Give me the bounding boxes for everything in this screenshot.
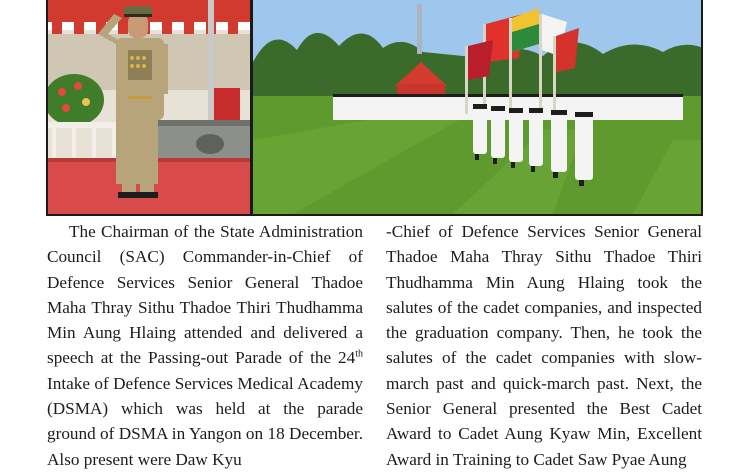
photo-banner bbox=[46, 0, 703, 216]
ordinal-superscript: th bbox=[355, 348, 363, 360]
article-column-right bbox=[386, 219, 702, 472]
article-text-left-part1: The Chairman of the State Administration Council (SAC) Commander-in-Chief of Defence Services Senior General Thadoe Maha Thray Sithu Thadoe Thiri Thudhamma Min Aung Hlaing attended and delivered a speech at the Passing-out Parade of the 24 bbox=[47, 222, 363, 368]
article-text-left-part2: Intake of Defence Services Medical Academy (DSMA) which was held at the parade ground of DSMA in Yangon on 18 December. Also present were Daw Kyu bbox=[47, 373, 363, 469]
article-text-right: -Chief of Defence Services Senior General Thadoe Maha Thray Sithu Thadoe Thiri Thudhamma Min Aung Hlaing took the salutes of the cadet companies, and inspected the graduation company. Then, he took the salutes of the cadet companies with slow-march past and quick-march past. Next, the Senior General presented the Best Cadet Award to Cadet Aung Kyaw Min, Excellent Award in Training to Cadet Saw Pyae Aung bbox=[386, 222, 702, 469]
cadet-parade-photo bbox=[253, 0, 703, 214]
saluting-officer-photo bbox=[48, 0, 250, 214]
article-column-left bbox=[47, 219, 363, 472]
